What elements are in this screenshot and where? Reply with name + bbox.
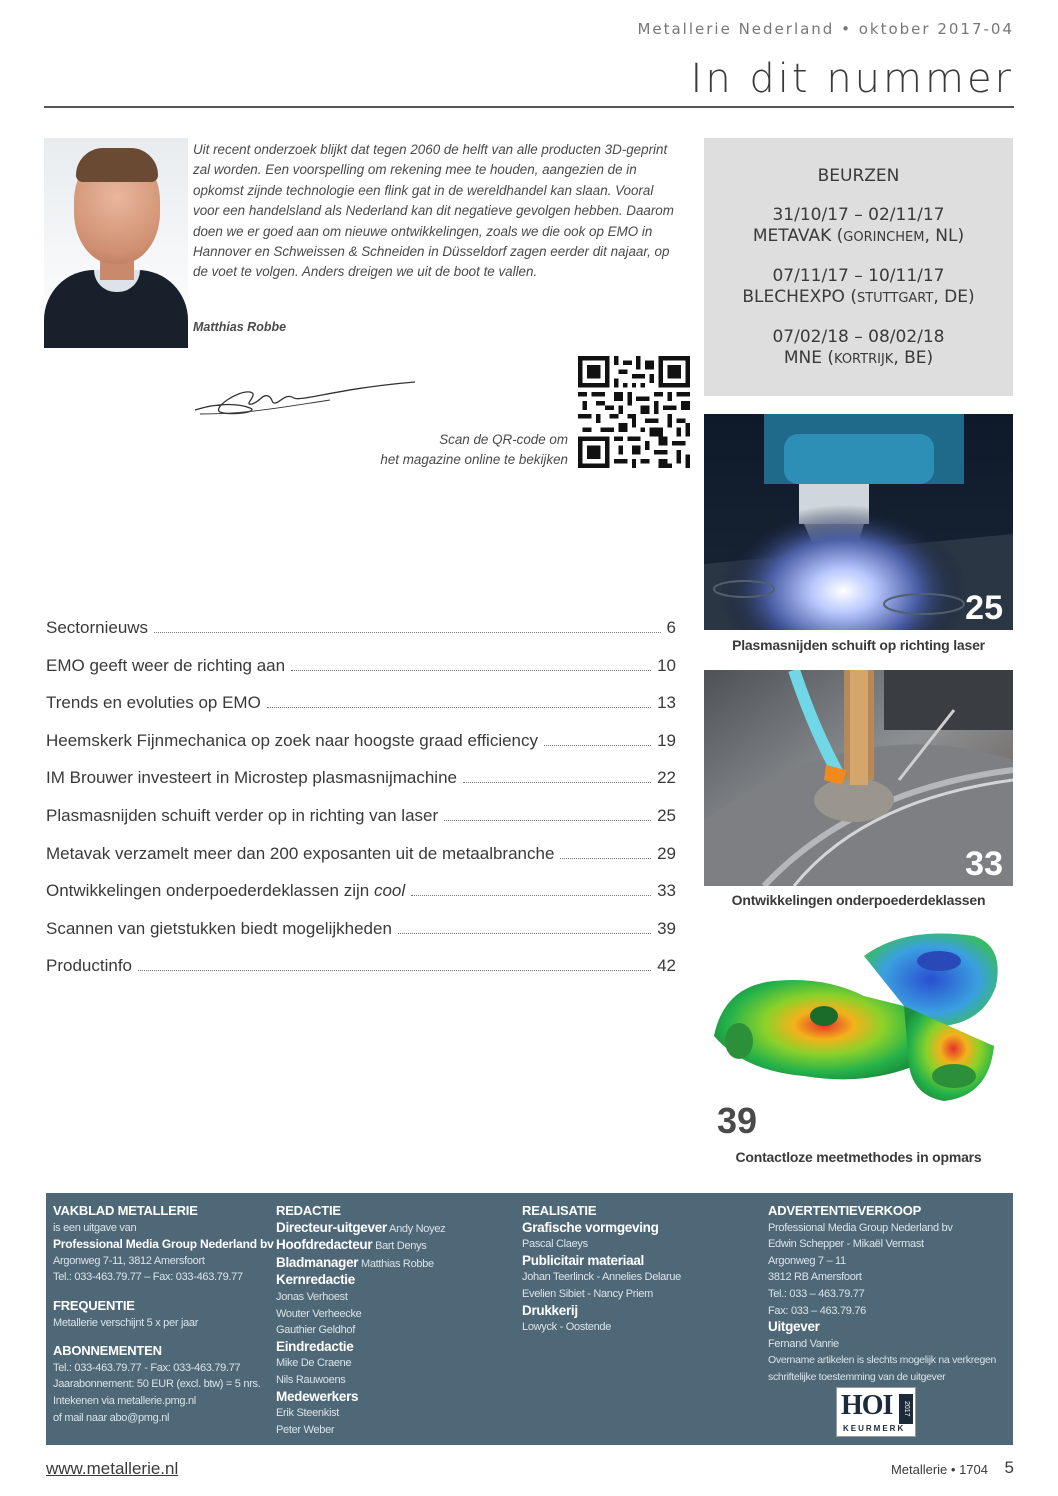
colophon-production: REALISATIE Grafische vormgeving Pascal Claeys Publicitair materiaal Johan Teerlinck - Annelies Delarue Evelien Sibiet - Nancy Priem Drukkerij Lowyck - Oostende <box>522 1203 681 1334</box>
hoi-keurmerk-logo: HOI 2017 KEURMERK <box>836 1387 916 1437</box>
colophon-box <box>46 1193 1013 1445</box>
fair-item: 07/02/18 – 08/02/18 MNE (KORTRIJK, BE) <box>772 327 945 368</box>
issue-topline: Metallerie Nederland • oktober 2017-04 <box>637 20 1014 38</box>
beurzen-title: BEURZEN <box>817 166 900 186</box>
table-of-contents <box>46 618 676 994</box>
photo-plasma-cutting[interactable] <box>704 414 1013 630</box>
toc-item[interactable]: Heemskerk Fijnmechanica op zoek naar hoogste graad efficiency 19 <box>46 730 676 750</box>
signature-image <box>190 372 420 422</box>
photo-caption: Ontwikkelingen onderpoederdeklassen <box>731 892 986 908</box>
toc-item[interactable]: EMO geeft weer de richting aan 10 <box>46 655 676 675</box>
header-divider <box>44 106 1014 108</box>
qr-caption: Scan de QR-code om het magazine online te bekijken <box>380 432 568 467</box>
editorial-text: Uit recent onderzoek blijkt dat tegen 2060 de helft van alle producten 3D-geprint zal worden. Een voorspelling om rekening mee te houden, aangezien de in opkomst zijnde technologie een flink gat in de wereldhandel kan slaan. Vooral voor een handelsland als Nederland kan dit negatieve gevolgen hebben. Daarom doen we er goed aan om nieuwe ontwikkelingen, zoals we die ook op EMO in Hannover en Schweissen & Schneiden in Düsseldorf zagen eerder dit najaar, op de voet te volgen. Anders dreigen we uit de boot te vallen. <box>193 142 674 280</box>
page-number: 5 <box>1004 1458 1014 1477</box>
page-number-badge: 33 <box>965 845 1003 883</box>
editorial-author: Matthias Robbe <box>193 320 287 334</box>
page-number-badge: 39 <box>717 1100 758 1141</box>
toc-item[interactable]: IM Brouwer investeert in Microstep plasmasnijmachine 22 <box>46 768 676 788</box>
toc-item[interactable]: Productinfo 42 <box>46 956 676 976</box>
toc-item[interactable]: Sectornieuws 6 <box>46 618 676 637</box>
page-number-badge: 25 <box>965 589 1003 627</box>
toc-item[interactable]: Scannen van gietstukken biedt mogelijkheden 39 <box>46 918 676 938</box>
website-link[interactable]: www.metallerie.nl <box>46 1459 179 1478</box>
qr-code-image[interactable] <box>578 356 690 468</box>
toc-item[interactable]: Metavak verzamelt meer dan 200 exposanten uit de metaalbranche 29 <box>46 843 676 863</box>
toc-item[interactable]: Plasmasnijden schuift verder op in richting van laser 25 <box>46 805 676 825</box>
beurzen-box <box>704 138 1013 396</box>
toc-item[interactable]: Ontwikkelingen onderpoederdeklassen zijn cool 33 <box>46 881 676 901</box>
photo-caption: Plasmasnijden schuift op richting laser <box>732 637 985 653</box>
toc-item[interactable]: Trends en evoluties op EMO 13 <box>46 693 676 713</box>
fair-item: 31/10/17 – 02/11/17 METAVAK (GORINCHEM, NL) <box>752 205 965 246</box>
author-portrait <box>44 138 188 348</box>
colophon-publisher: VAKBLAD METALLERIE is een uitgave van Professional Media Group Nederland bv Argonweg 7-11, 3812 Amersfoort Tel.: 033-463.79.77 – Fax: 033-463.79.77 FREQUENTIE Metallerie verschijnt 5 x per jaar ABONNEMENTEN Tel.: 033-463.79.77 - Fax: 033-463.79.77 Jaarabonnement: 50 EUR (excl. btw) = 5 nrs. Intekenen via metallerie.pmg.nl of mail naar abo@pmg.nl <box>53 1203 274 1424</box>
colophon-editorial: REDACTIE Directeur-uitgever Andy Noyez Hoofdredacteur Bart Denys Bladmanager Matthias Robbe Kernredactie Jonas Verhoest Wouter Verheecke Gauthier Geldhof Eindredactie Mike De Craene Nils Rauwoens Medewerkers Erik Steenkist Peter Weber <box>276 1203 446 1436</box>
photo-3d-scan[interactable] <box>704 926 1013 1106</box>
colophon-advertising: ADVERTENTIEVERKOOP Professional Media Group Nederland bv Edwin Schepper - Mikaël Vermast Argonweg 7 – 11 3812 RB Amersfoort Tel.: 033 – 463.79.77 Fax: 033 – 463.79.76 Uitgever Fernand Vanrie Overname artikelen is slechts mogelijk na verkregen schriftelijke toestemming van de uitgever <box>768 1203 997 1383</box>
page-title: In dit nummer <box>690 56 1014 102</box>
photo-caption: Contactloze meetmethodes in opmars <box>735 1149 982 1165</box>
issue-label: Metallerie • 1704 <box>890 1462 988 1477</box>
fair-item: 07/11/17 – 10/11/17 BLECHEXPO (STUTTGART, DE) <box>742 266 975 307</box>
photo-welding[interactable] <box>704 670 1013 886</box>
